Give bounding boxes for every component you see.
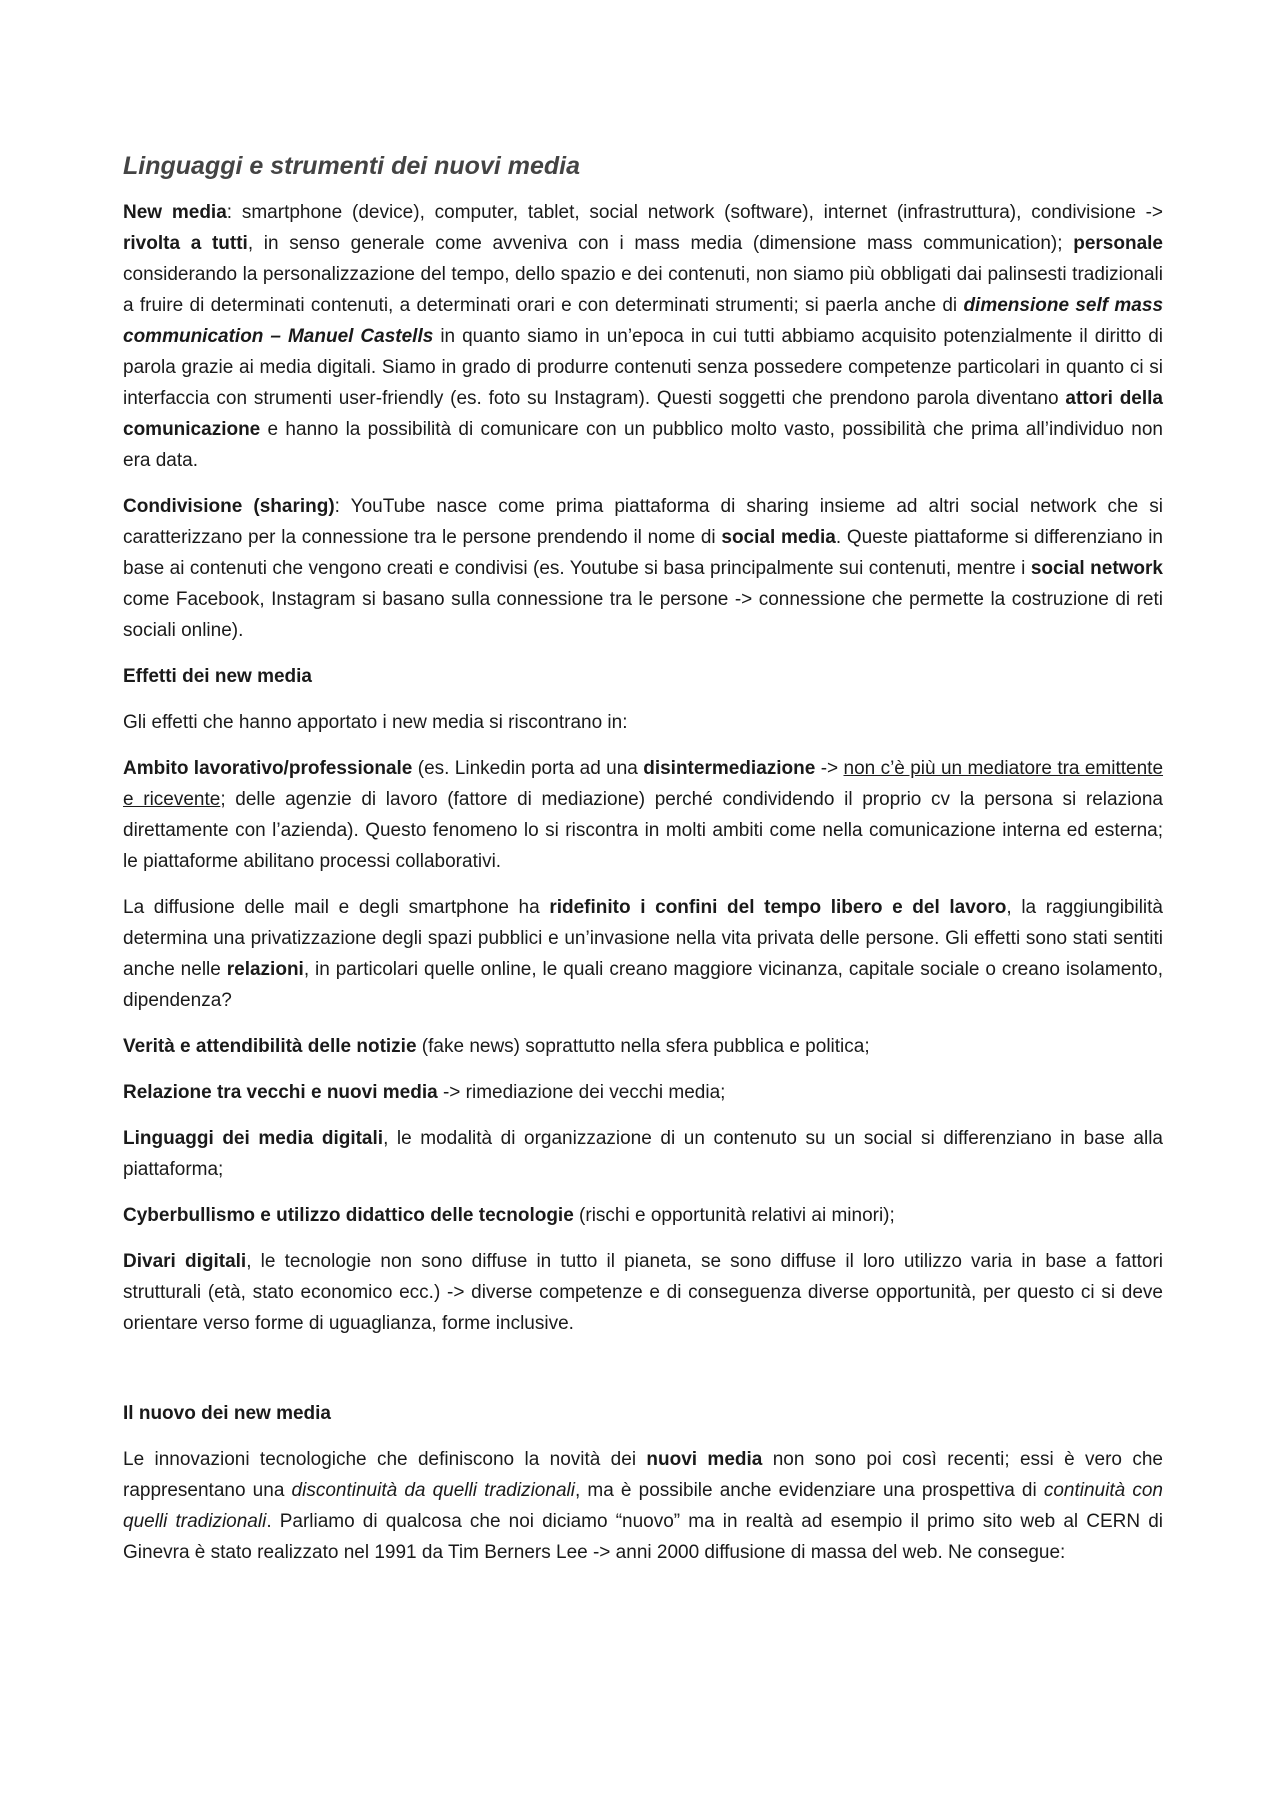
term-rivolta-a-tutti: rivolta a tutti	[123, 233, 248, 254]
term-self-mass-communication: dimensione self mass communication – Manuel Castells	[123, 295, 1164, 347]
text: Le innovazioni tecnologiche che definiscono la novità dei	[123, 1449, 647, 1470]
term-verita: Verità e attendibilità delle notizie	[123, 1036, 417, 1057]
term-discontinuita: discontinuità da quelli tradizionali	[291, 1480, 575, 1501]
term-condivisione: Condivisione (sharing)	[123, 496, 335, 517]
term-relazioni: relazioni	[226, 959, 304, 980]
text: in quanto siamo in un’epoca in cui tutti abbiamo acquisito potenzialmente il diritto di parola grazie ai media digitali. Siamo in grado di produrre contenuti senza possedere competenze particolari in quanto ci si interfaccia con strumenti user-friendly (es. foto su Instagram). Questi soggetti che prendono parola diventano	[123, 326, 1163, 409]
term-cyberbullismo: Cyberbullismo e utilizzo didattico delle tecnologie	[123, 1205, 574, 1226]
term-nuovi-media: nuovi media	[646, 1449, 763, 1470]
paragraph-diffusione-mail	[123, 892, 1163, 1016]
text: . Queste piattaforme si differenziano in base ai contenuti che vengono creati e condivisi (es. Youtube si basa principalmente sui contenuti, mentre i	[123, 527, 1163, 579]
text: , le tecnologie non sono diffuse in tutto il pianeta, se sono diffuse il loro utilizzo varia in base a fattori strutturali (età, stato economico ecc.) -> diverse competenze e di conseguenza diverse opportunità, per questo ci si deve orientare verso forme di uguaglianza, forme inclusive.	[123, 1251, 1163, 1334]
text: come Facebook, Instagram si basano sulla connessione tra le persone -> connessione che permette la costruzione di reti sociali online).	[123, 589, 1163, 641]
term-continuita: continuità con quelli tradizionali	[123, 1480, 1163, 1532]
heading-effetti: Effetti dei new media	[123, 666, 312, 687]
text: : smartphone (device), computer, tablet, social network (software), internet (infrastruttura), condivisione ->	[226, 202, 1163, 223]
text: ; delle agenzie di lavoro (fattore di mediazione) perché condividendo il proprio cv la persona si relaziona direttamente con l’azienda). Questo fenomeno lo si riscontra in molti ambiti come nella comunicazione interna ed esterna; le piattaforme abilitano processi collaborativi.	[123, 789, 1163, 872]
paragraph-ambito-lavorativo	[123, 753, 1163, 877]
term-disintermediazione: disintermediazione	[643, 758, 816, 779]
paragraph-cyberbullismo	[123, 1200, 1163, 1231]
term-divari-digitali: Divari digitali	[123, 1251, 247, 1272]
paragraph-divari	[123, 1246, 1163, 1339]
paragraph-relazione-media	[123, 1077, 1163, 1108]
text: : YouTube nasce come prima piattaforma di sharing insieme ad altri social network che si caratterizzano per la connessione tra le persone prendendo il nome di	[123, 496, 1163, 548]
term-social-network: social network	[1030, 558, 1163, 579]
paragraph-condivisione	[123, 491, 1163, 646]
term-social-media: social media	[721, 527, 836, 548]
paragraph-innovazioni	[123, 1444, 1163, 1568]
text: non sono poi così recenti; essi è vero che rappresentano una	[123, 1449, 1164, 1501]
text: La diffusione delle mail e degli smartphone ha	[123, 897, 550, 918]
text: -> rimediazione dei vecchi media;	[437, 1082, 726, 1103]
term-ambito-lavorativo: Ambito lavorativo/professionale	[123, 758, 413, 779]
document-title: Linguaggi e strumenti dei nuovi media	[123, 152, 580, 180]
text: (es. Linkedin porta ad una	[412, 758, 644, 779]
paragraph-linguaggi	[123, 1123, 1163, 1185]
text: , la raggiungibilità determina una privatizzazione degli spazi pubblici e un’invasione nella vita privata delle persone. Gli effetti sono stati sentiti anche nelle	[123, 897, 1163, 980]
heading-nuovo: Il nuovo dei new media	[123, 1403, 331, 1424]
term-relazione-media: Relazione tra vecchi e nuovi media	[123, 1082, 438, 1103]
text: . Parliamo di qualcosa che noi diciamo “nuovo” ma in realtà ad esempio il primo sito web al CERN di Ginevra è stato realizzato nel 1991 da Tim Berners Lee -> anni 2000 diffusione di massa del web. Ne consegue:	[123, 1511, 1164, 1563]
paragraph-effetti-intro: Gli effetti che hanno apportato i new media si riscontrano in:	[123, 712, 628, 733]
text: ->	[815, 758, 844, 779]
text: (fake news) soprattutto nella sfera pubblica e politica;	[416, 1036, 870, 1057]
text: considerando la personalizzazione del tempo, dello spazio e dei contenuti, non siamo più obbligati dai palinsesti tradizionali a fruire di determinati contenuti, a determinati orari e con determinati strumenti; si paerla anche di	[123, 264, 1163, 316]
term-new-media: New media	[123, 202, 227, 223]
underlined-mediatore: non c’è più un mediatore tra emittente e ricevente	[123, 758, 1164, 810]
term-linguaggi: Linguaggi dei media digitali	[123, 1128, 384, 1149]
paragraph-new-media	[123, 197, 1163, 476]
term-attori-comunicazione: attori della comunicazione	[123, 388, 1163, 440]
text: , le modalità di organizzazione di un contenuto su un social si differenziano in base alla piattaforma;	[123, 1128, 1163, 1180]
text: e hanno la possibilità di comunicare con un pubblico molto vasto, possibilità che prima all’individuo non era data.	[123, 419, 1163, 471]
text: (rischi e opportunità relativi ai minori);	[573, 1205, 895, 1226]
term-personale: personale	[1073, 233, 1163, 254]
text: , ma è possibile anche evidenziare una prospettiva di	[574, 1480, 1044, 1501]
term-confini-tempo: ridefinito i confini del tempo libero e del lavoro	[549, 897, 1007, 918]
text: , in senso generale come avveniva con i mass media (dimensione mass communication);	[247, 233, 1074, 254]
paragraph-verita	[123, 1031, 1163, 1062]
text: , in particolari quelle online, le quali creano maggiore vicinanza, capitale sociale o creano isolamento, dipendenza?	[123, 959, 1163, 1011]
document-page	[123, 150, 1163, 1583]
spacer	[123, 1354, 1163, 1398]
